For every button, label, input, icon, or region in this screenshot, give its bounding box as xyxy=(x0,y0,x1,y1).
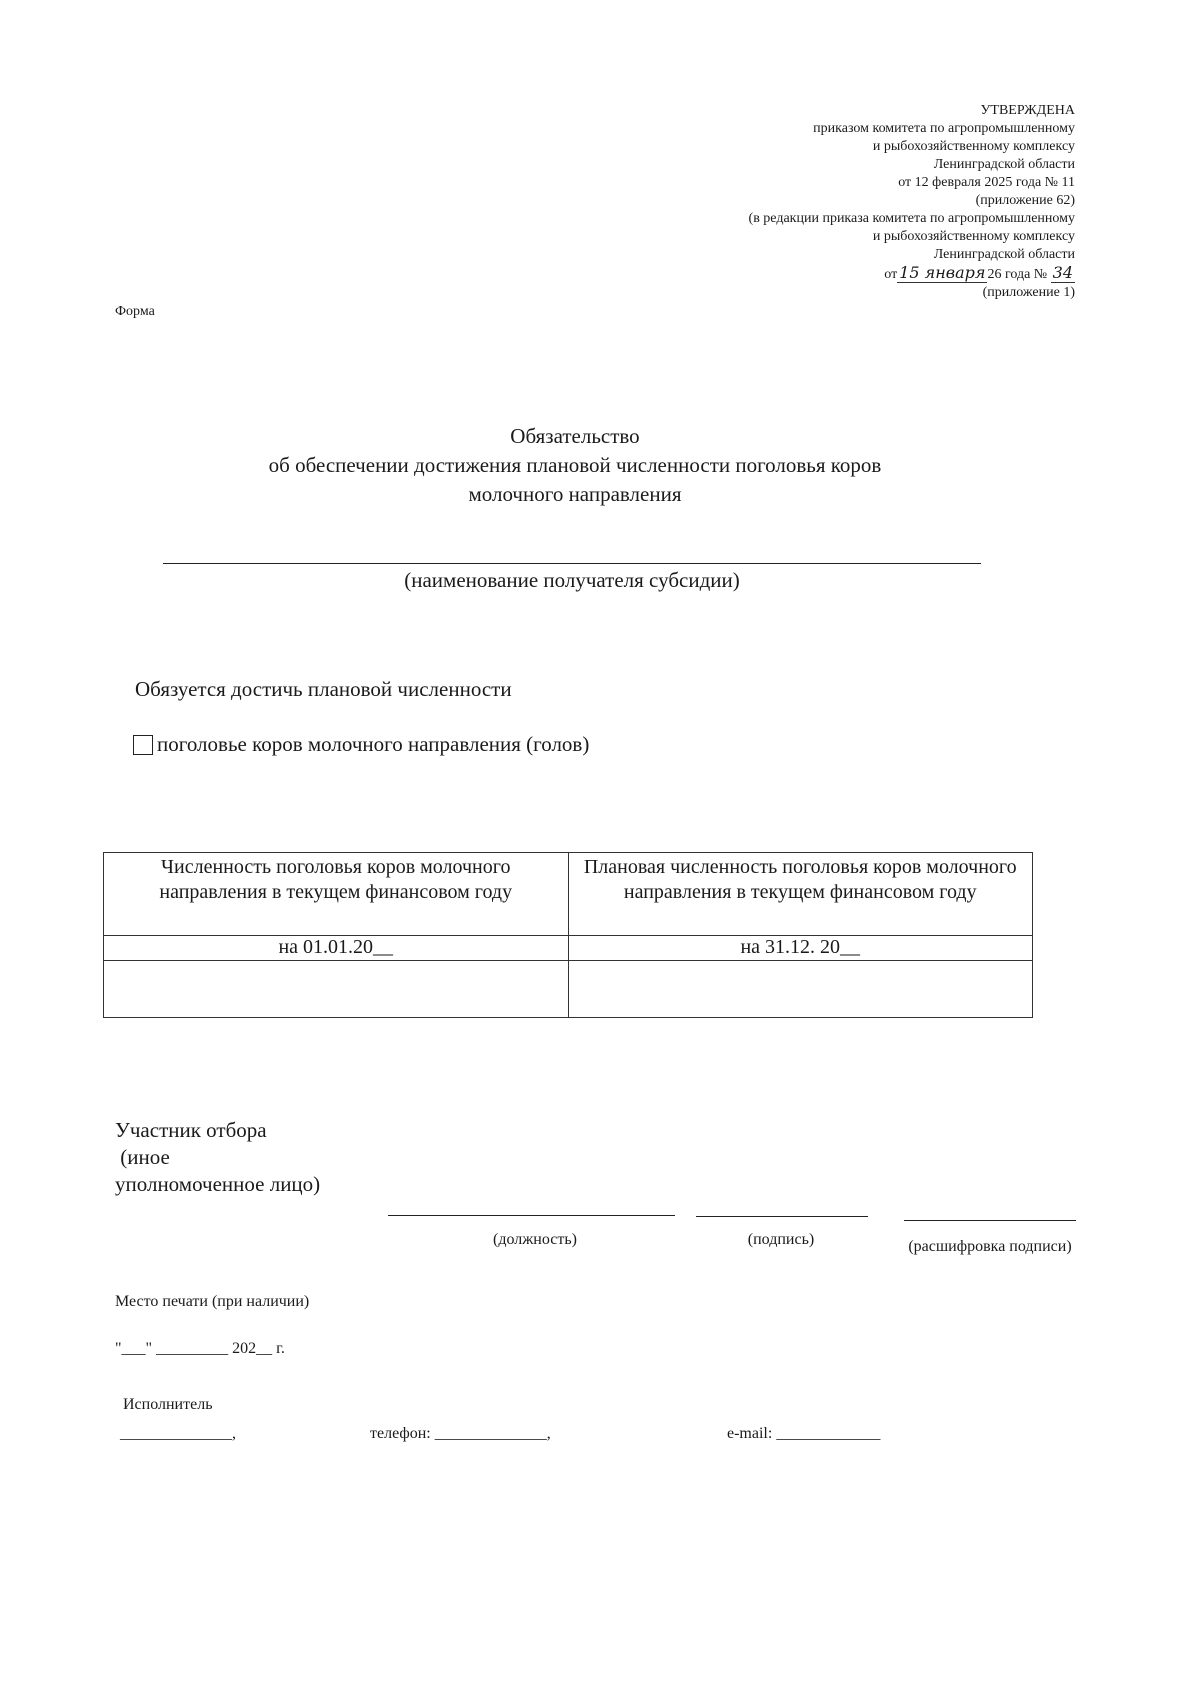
approval-line: и рыбохозяйственному комплексу xyxy=(872,229,1075,244)
decoding-caption: (расшифровка подписи) xyxy=(908,1238,1072,1255)
approval-line: от 12 февраля 2025 года № 11 xyxy=(898,175,1075,190)
table-header-planned: Плановая численность поголовья коров молочного направления в текущем финансовом году xyxy=(568,853,1033,936)
table-header-current: Численность поголовья коров молочного направления в текущем финансовом году xyxy=(104,853,569,936)
seal-place: Место печати (при наличии) xyxy=(115,1293,310,1310)
signature-decoding-line[interactable] xyxy=(904,1220,1076,1221)
approval-line: Ленинградской области xyxy=(933,157,1075,172)
position-line[interactable] xyxy=(388,1215,675,1216)
recipient-caption: (наименование получателя субсидии) xyxy=(404,568,740,592)
approval-line: УТВЕРЖДЕНА xyxy=(980,103,1075,118)
title-line-2: об обеспечении достижения плановой численности поголовья коров xyxy=(268,453,882,477)
signature-caption: (подпись) xyxy=(747,1231,815,1248)
approval-line: и рыбохозяйственному комплексу xyxy=(872,139,1075,154)
table-cell-planned-value[interactable] xyxy=(568,961,1033,1018)
herd-label: поголовье коров молочного направления (голов) xyxy=(157,732,590,756)
executor-name-field[interactable]: ______________, xyxy=(120,1425,236,1442)
obligation-text: Обязуется достичь плановой численности xyxy=(135,677,512,701)
amendment-date-line xyxy=(515,264,1075,284)
herd-numbers-table xyxy=(103,852,1033,1018)
form-label: Форма xyxy=(115,304,155,319)
date-line[interactable]: "___" _________ 202__ г. xyxy=(115,1340,285,1357)
title-line-3: молочного направления xyxy=(468,482,682,506)
participant-label xyxy=(115,1117,320,1198)
participant-line-1: Участник отбора xyxy=(115,1118,267,1142)
recipient-name-line[interactable] xyxy=(163,563,981,564)
handwritten-number: 34 xyxy=(1052,263,1073,282)
amendment-prefix: от xyxy=(884,267,898,282)
approval-line: приказом комитета по агропромышленному xyxy=(813,121,1075,136)
herd-checkbox[interactable] xyxy=(133,735,153,755)
executor-label: Исполнитель xyxy=(123,1396,213,1413)
approval-line: (приложение 62) xyxy=(975,193,1075,208)
approval-line: Ленинградской области xyxy=(933,247,1075,262)
approval-line: (в редакции приказа комитета по агропромышленному xyxy=(748,211,1075,226)
participant-line-2: (иное xyxy=(115,1145,170,1169)
table-date-planned: на 31.12. 20__ xyxy=(568,936,1033,961)
herd-option xyxy=(133,732,589,757)
approval-block xyxy=(515,102,1075,302)
title-line-1: Обязательство xyxy=(510,424,640,448)
handwritten-date: 15 января xyxy=(899,263,986,282)
phone-field[interactable]: телефон: ______________, xyxy=(370,1425,551,1442)
amendment-suffix: 26 года № xyxy=(987,267,1048,282)
position-caption: (должность) xyxy=(493,1231,577,1248)
table-cell-current-value[interactable] xyxy=(104,961,569,1018)
table-date-current: на 01.01.20__ xyxy=(104,936,569,961)
document-title xyxy=(120,422,1030,509)
signature-line[interactable] xyxy=(696,1216,868,1217)
email-field[interactable]: e-mail: _____________ xyxy=(727,1425,881,1442)
amendment-appendix: (приложение 1) xyxy=(982,285,1075,300)
participant-line-3: уполномоченное лицо) xyxy=(115,1172,321,1196)
